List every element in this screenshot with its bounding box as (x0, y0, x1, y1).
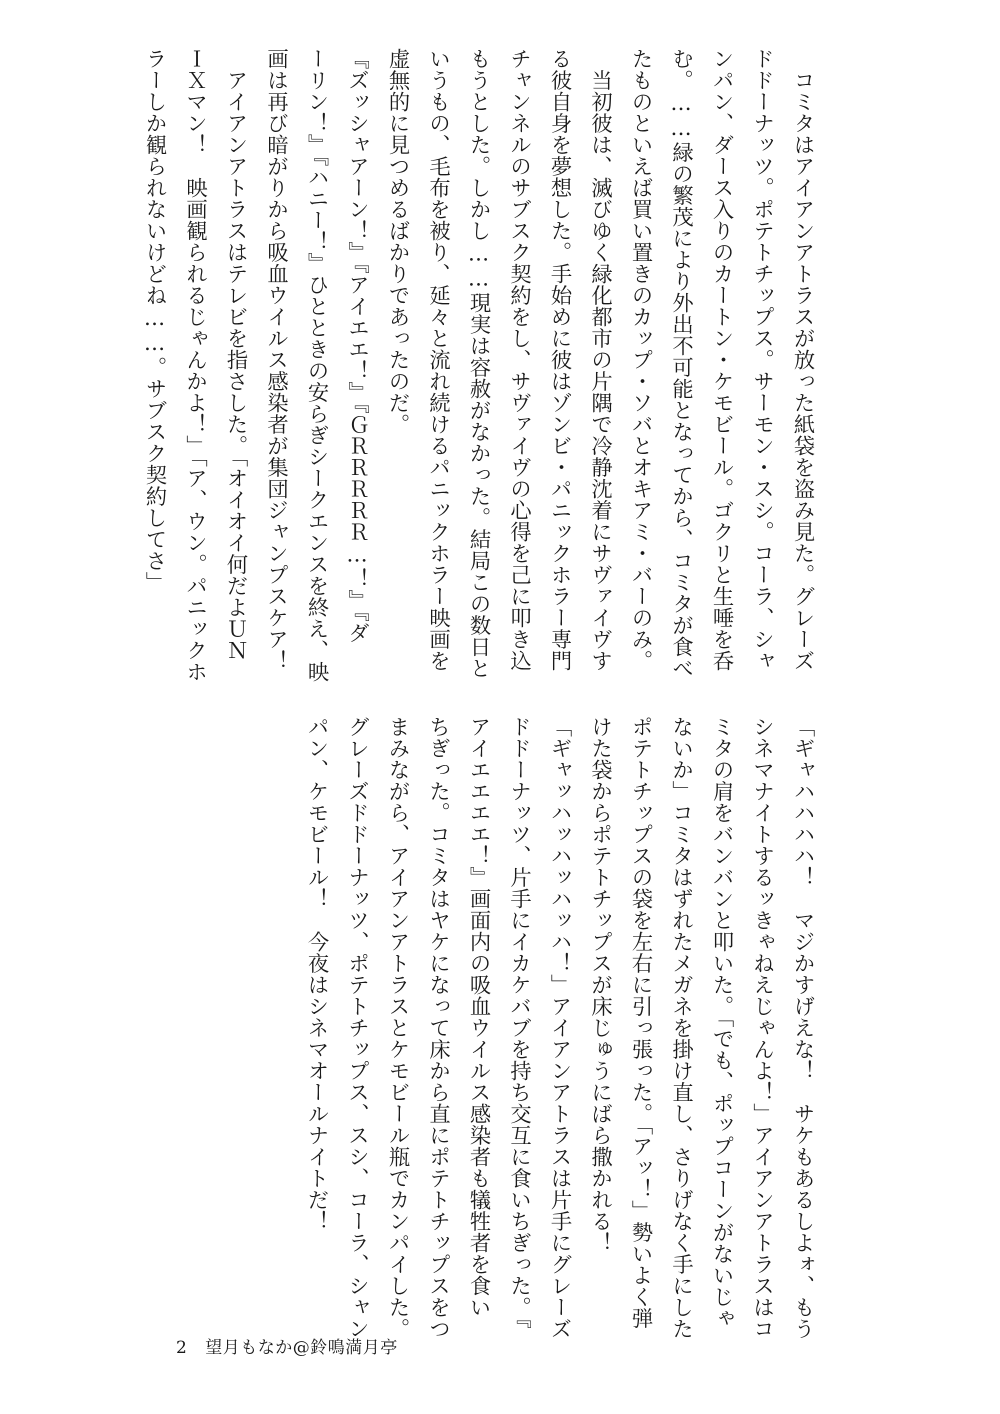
text-line: ドドーナッツ、片手にイカケバブを持ち交互に食いちぎった。『 (506, 716, 532, 1329)
text-line: む。……緑の繁茂により外出不可能となってから、コミタが食べ (668, 48, 694, 679)
text-line: パン、ケモビール！ 今夜はシネマオールナイトだ！ (304, 716, 329, 1232)
text-line: 「ギャハハハハ！ マジかすげえな！ サケもあるしよォ、もう (790, 716, 815, 1340)
text-line: まみながら、アイアンアトラスとケモビール瓶でカンパイした。 (385, 716, 410, 1340)
text-line: ないか」コミタはずれたメガネを掛け直し、さりげなく手にした (668, 716, 694, 1340)
page-number: 2 (176, 1338, 188, 1358)
text-line: 『ズッシャアーン！』『アイエエ！』『ＧＲＲＲＲＲ…！』『ダ (344, 48, 370, 644)
text-line: もうとした。しかし……現実は容赦がなかった。結局この数日と (466, 48, 491, 679)
top-text-block (134, 48, 823, 683)
text-line: ちぎった。コミタはヤケになって床から直にポテトチップスをつ (425, 716, 451, 1340)
text-line: 当初彼は、滅びゆく緑化都市の片隅で冷静沈着にサヴァイヴす (587, 48, 613, 672)
text-line: ミタの肩をバンバンと叩いた。「でも、ポップコーンがないじゃ (709, 716, 734, 1329)
text-line: グレーズドドーナッツ、ポテトチップス、スシ、コーラ、シャン (344, 716, 370, 1340)
text-line: 画は再び暗がりから吸血ウイルス感染者が集団ジャンプスケア！ (263, 48, 289, 672)
text-line: ポテトチップスの袋を左右に引っ張った。「アッ！」勢いよく弾 (628, 716, 653, 1329)
text-line: ラーしか観られないけどね……。サブスク契約してさ」 (142, 48, 167, 593)
text-line: ーリン！』『ハニー！』ひとときの安らぎシークエンスを終え、映 (304, 48, 329, 683)
text-line: 「ギャッハッハッハッハ！」アイアンアトラスは片手にグレーズ (547, 716, 572, 1340)
text-line: ＩＸマン！ 映画観られるじゃんかよ！」「ア、ウン。パニックホ (182, 48, 208, 683)
text-line: る彼自身を夢想した。手始めに彼はゾンビ・パニックホラー専門 (547, 48, 572, 672)
text-line: チャンネルのサブスク契約をし、サヴァイヴの心得を己に叩き込 (506, 48, 532, 672)
text-line: ンパン、ダース入りのカートン・ケモビール。ゴクリと生唾を呑 (709, 48, 734, 672)
text-line: アイエエエエ！』画面内の吸血ウイルス感染者も犠牲者を食い (466, 716, 491, 1318)
bottom-text-block (296, 716, 823, 1340)
page-footer (176, 1333, 398, 1358)
author-credit: 望月もなか@鈴鳴満月亭 (205, 1338, 398, 1358)
text-line: けた袋からポテトチップスが床じゅうにばら撒かれる！ (587, 716, 613, 1254)
text-line: アイアンアトラスはテレビを指さした。「オイオイ何だよＵＮ (223, 48, 248, 661)
text-line: たものといえば買い置きのカップ・ソバとオキアミ・バーのみ。 (628, 48, 653, 672)
text-line: 虚無的に見つめるばかりであったのだ。 (385, 48, 410, 435)
text-line: コミタはアイアンアトラスが放った紙袋を盗み見た。グレーズ (790, 48, 815, 672)
text-line: ドドーナッツ。ポテトチップス。サーモン・スシ。コーラ、シャ (749, 48, 775, 672)
text-line: いうもの、毛布を被り、延々と流れ続けるパニックホラー映画を (425, 48, 451, 672)
text-line: シネマナイトするッきゃねえじゃんよ！」アイアンアトラスはコ (749, 716, 775, 1340)
